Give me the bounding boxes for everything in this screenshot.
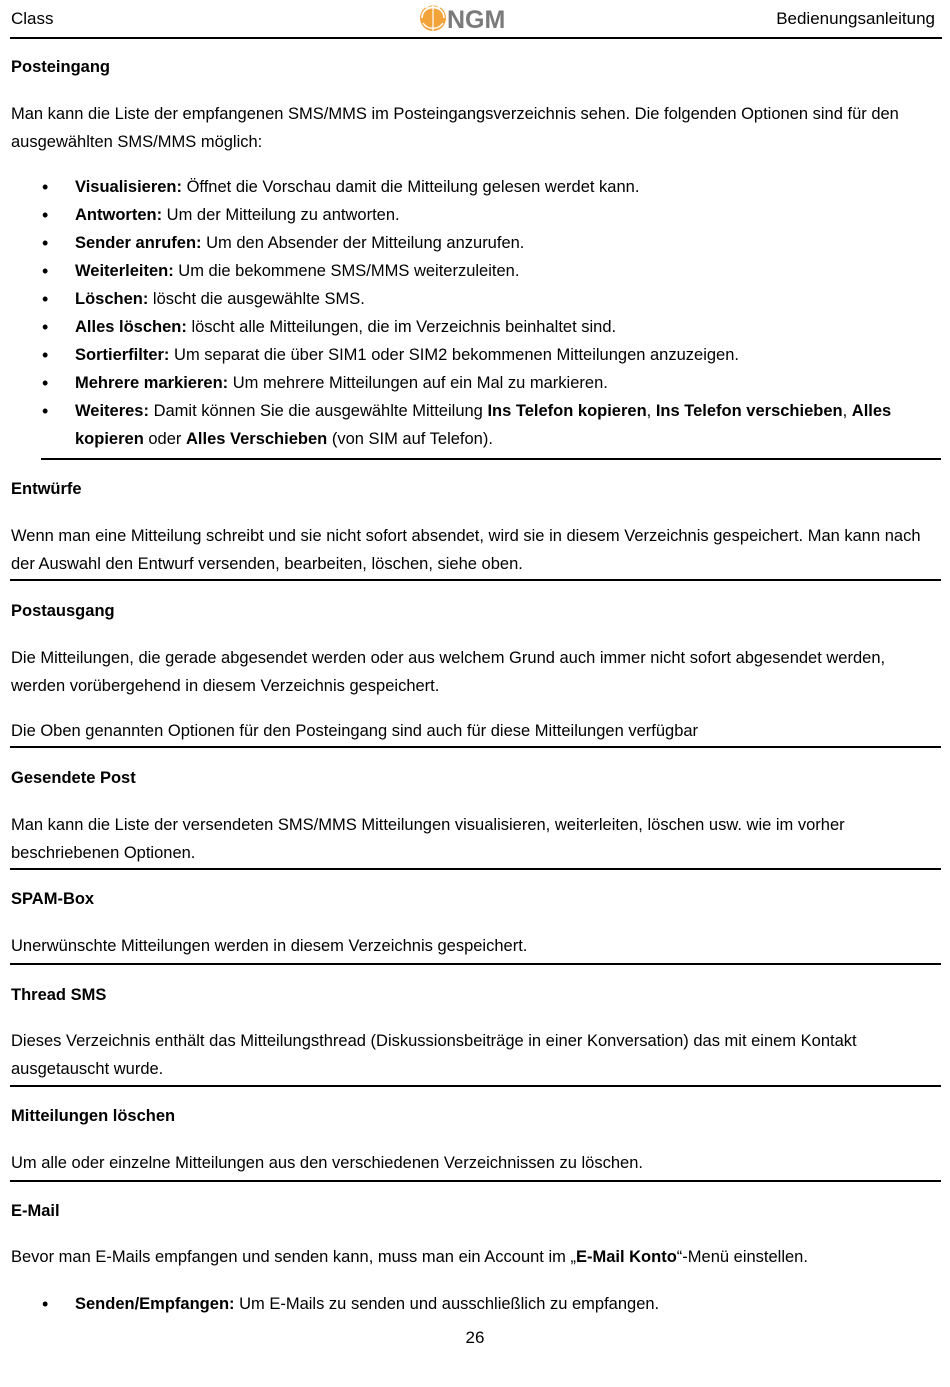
- section-divider: [10, 963, 941, 965]
- posteingang-intro: Man kann die Liste der empfangenen SMS/MMS im Posteingangsverzeichnis sehen. Die folgenden Optionen sind für den ausgewählten SMS/MMS möglich:: [11, 105, 899, 151]
- section-divider: [10, 1085, 941, 1087]
- header-left-text: Class: [11, 9, 54, 28]
- section-divider: [41, 458, 941, 460]
- list-item: • Löschen: löscht die ausgewählte SMS.: [42, 285, 938, 313]
- section-divider: [10, 1180, 941, 1182]
- section-title-gesendete-post: Gesendete Post: [11, 769, 136, 787]
- entwuerfe-text: Wenn man eine Mitteilung schreibt und sie nicht sofort absendet, wird sie in diesem Verzeichnis gespeichert. Man kann nach der Auswahl den Entwurf versenden, bearbeiten, löschen, siehe oben.: [11, 527, 921, 573]
- section-title-mitteilungen-loeschen: Mitteilungen löschen: [11, 1107, 176, 1125]
- header-divider: [10, 37, 942, 39]
- section-divider: [10, 579, 941, 581]
- mitteilungen-loeschen-text: Um alle oder einzelne Mitteilungen aus den verschiedenen Verzeichnissen zu löschen.: [11, 1154, 643, 1172]
- list-item: • Alles löschen: löscht alle Mitteilungen, die im Verzeichnis beinhaltet sind.: [42, 313, 938, 341]
- section-title-spam-box: SPAM-Box: [11, 890, 95, 908]
- spam-box-text: Unerwünschte Mitteilungen werden in diesem Verzeichnis gespeichert.: [11, 937, 528, 955]
- section-title-thread-sms: Thread SMS: [11, 986, 107, 1004]
- ngm-logo-icon: [417, 1, 523, 35]
- section-title-entwuerfe: Entwürfe: [11, 480, 82, 498]
- page-number: 26: [465, 1328, 485, 1347]
- list-item-weiteres: • Weiteres: Damit können Sie die ausgewählte Mitteilung Ins Telefon kopieren, Ins Telefon verschieben, Alles kopieren oder Alles Verschieben (von SIM auf Telefon).: [42, 397, 938, 453]
- list-item: • Weiterleiten: Um die bekommene SMS/MMS weiterzuleiten.: [42, 257, 938, 285]
- section-title-email: E-Mail: [11, 1202, 60, 1220]
- list-item: • Antworten: Um der Mitteilung zu antworten.: [42, 201, 938, 229]
- list-item: • Sender anrufen: Um den Absender der Mitteilung anzurufen.: [42, 229, 938, 257]
- section-title-postausgang: Postausgang: [11, 602, 115, 620]
- gesendete-post-text: Man kann die Liste der versendeten SMS/MMS Mitteilungen visualisieren, weiterleiten, löschen usw. wie im vorher beschriebenen Optionen.: [11, 816, 845, 862]
- list-item: • Sortierfilter: Um separat die über SIM1 oder SIM2 bekommenen Mitteilungen anzuzeigen.: [42, 341, 938, 369]
- email-intro: Bevor man E-Mails empfangen und senden kann, muss man ein Account im „E-Mail Konto“-Menü einstellen.: [11, 1248, 808, 1266]
- list-item: • Senden/Empfangen: Um E-Mails zu senden und ausschließlich zu empfangen.: [42, 1290, 938, 1318]
- section-title-posteingang: Posteingang: [11, 58, 111, 76]
- thread-sms-text: Dieses Verzeichnis enthält das Mitteilungsthread (Diskussionsbeiträge in einer Konversation) das mit einem Kontakt ausgetauscht wurde.: [11, 1032, 857, 1078]
- header-right-text: Bedienungsanleitung: [776, 9, 935, 28]
- list-item: • Visualisieren: Öffnet die Vorschau damit die Mitteilung gelesen werdet kann.: [42, 173, 938, 201]
- section-divider: [10, 746, 941, 748]
- svg-text:NGM: NGM: [447, 6, 506, 34]
- list-item: • Mehrere markieren: Um mehrere Mitteilungen auf ein Mal zu markieren.: [42, 369, 938, 397]
- posteingang-options-list: [42, 173, 938, 453]
- postausgang-text-2: Die Oben genannten Optionen für den Posteingang sind auch für diese Mitteilungen verfügbar: [11, 722, 699, 740]
- email-options-list: [42, 1290, 938, 1318]
- postausgang-text-1: Die Mitteilungen, die gerade abgesendet werden oder aus welchem Grund auch immer nicht sofort abgesendet werden, werden vorübergehend in diesem Verzeichnis gespeichert.: [11, 649, 886, 695]
- section-divider: [10, 868, 941, 870]
